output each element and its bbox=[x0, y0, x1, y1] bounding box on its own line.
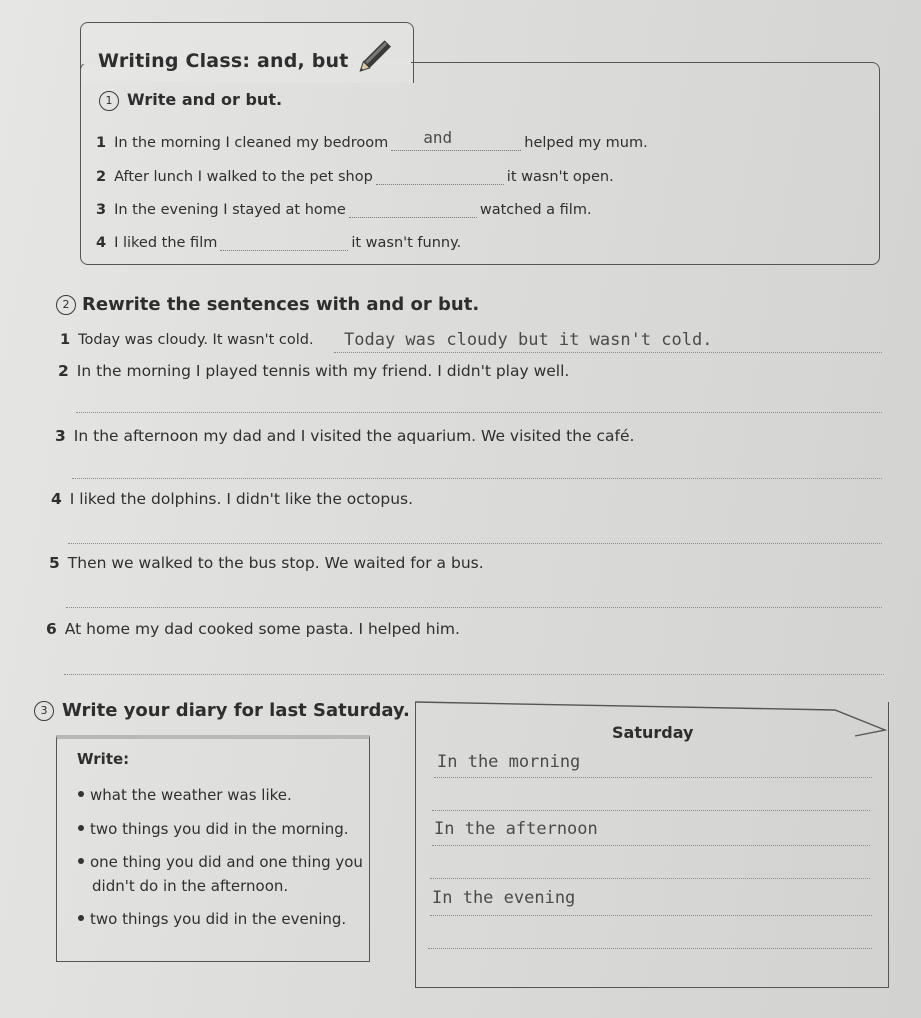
diary-line[interactable] bbox=[428, 948, 872, 949]
prompt-bullet: one thing you did and one thing you didn't do in the afternoon. bbox=[78, 850, 372, 898]
exercise-instruction: Write and or but. bbox=[127, 90, 283, 109]
diary-afternoon-label: In the afternoon bbox=[434, 819, 598, 839]
write-label: Write: bbox=[77, 750, 130, 768]
answer-line[interactable] bbox=[334, 352, 882, 353]
handwritten-answer: Today was cloudy but it wasn't cold. bbox=[344, 330, 713, 350]
answer-line[interactable] bbox=[68, 543, 882, 544]
diary-morning-label: In the morning bbox=[437, 752, 581, 772]
exercise-2-item-6: 6 At home my dad cooked some pasta. I helped him. bbox=[46, 620, 460, 638]
answer-line[interactable] bbox=[64, 674, 884, 675]
diary-line[interactable] bbox=[432, 810, 870, 811]
diary-line[interactable] bbox=[430, 878, 870, 879]
pencil-icon bbox=[352, 36, 396, 80]
answer-line[interactable] bbox=[72, 478, 882, 479]
exercise-1-item-1: 1 In the morning I cleaned my bedroom and helped my mum. bbox=[96, 128, 648, 151]
exercise-2-heading bbox=[56, 294, 479, 315]
prompt-bullet: two things you did in the morning. bbox=[78, 817, 349, 841]
exercise-number: 3 bbox=[34, 701, 54, 721]
exercise-instruction: Write your diary for last Saturday. bbox=[62, 700, 410, 721]
exercise-2-item-3: 3 In the afternoon my dad and I visited the aquarium. We visited the café. bbox=[55, 427, 635, 445]
exercise-number: 2 bbox=[56, 295, 76, 315]
diary-evening-label: In the evening bbox=[432, 888, 576, 908]
prompt-bullet: what the weather was like. bbox=[78, 783, 292, 807]
exercise-1-item-2: 2 After lunch I walked to the pet shop it wasn't open. bbox=[96, 166, 614, 185]
exercise-instruction: Rewrite the sentences with and or but. bbox=[82, 294, 480, 315]
diary-line[interactable] bbox=[432, 845, 870, 846]
exercise-1-item-3: 3 In the evening I stayed at home watched a film. bbox=[96, 199, 592, 218]
exercise-2-item-2: 2 In the morning I played tennis with my friend. I didn't play well. bbox=[58, 362, 570, 380]
answer-line[interactable] bbox=[66, 607, 882, 608]
diary-day: Saturday bbox=[612, 723, 694, 742]
exercise-1-heading bbox=[99, 90, 282, 111]
exercise-3-heading bbox=[34, 700, 410, 721]
page-title: Writing Class: and, but bbox=[98, 50, 349, 72]
diary-line[interactable] bbox=[430, 915, 872, 916]
prompt-bullet: two things you did in the evening. bbox=[78, 907, 346, 931]
exercise-number: 1 bbox=[99, 91, 119, 111]
answer-line[interactable] bbox=[76, 412, 882, 413]
answer-blank[interactable] bbox=[376, 166, 504, 185]
diary-line[interactable] bbox=[434, 777, 872, 778]
exercise-2-item-1: 1 Today was cloudy. It wasn't cold. bbox=[60, 332, 314, 348]
answer-blank[interactable]: and bbox=[391, 132, 521, 151]
answer-blank[interactable] bbox=[220, 232, 348, 251]
exercise-1-item-4: 4 I liked the film it wasn't funny. bbox=[96, 232, 461, 251]
exercise-2-item-4: 4 I liked the dolphins. I didn't like the octopus. bbox=[51, 490, 414, 508]
answer-blank[interactable] bbox=[349, 199, 477, 218]
exercise-2-item-5: 5 Then we walked to the bus stop. We waited for a bus. bbox=[49, 554, 484, 572]
